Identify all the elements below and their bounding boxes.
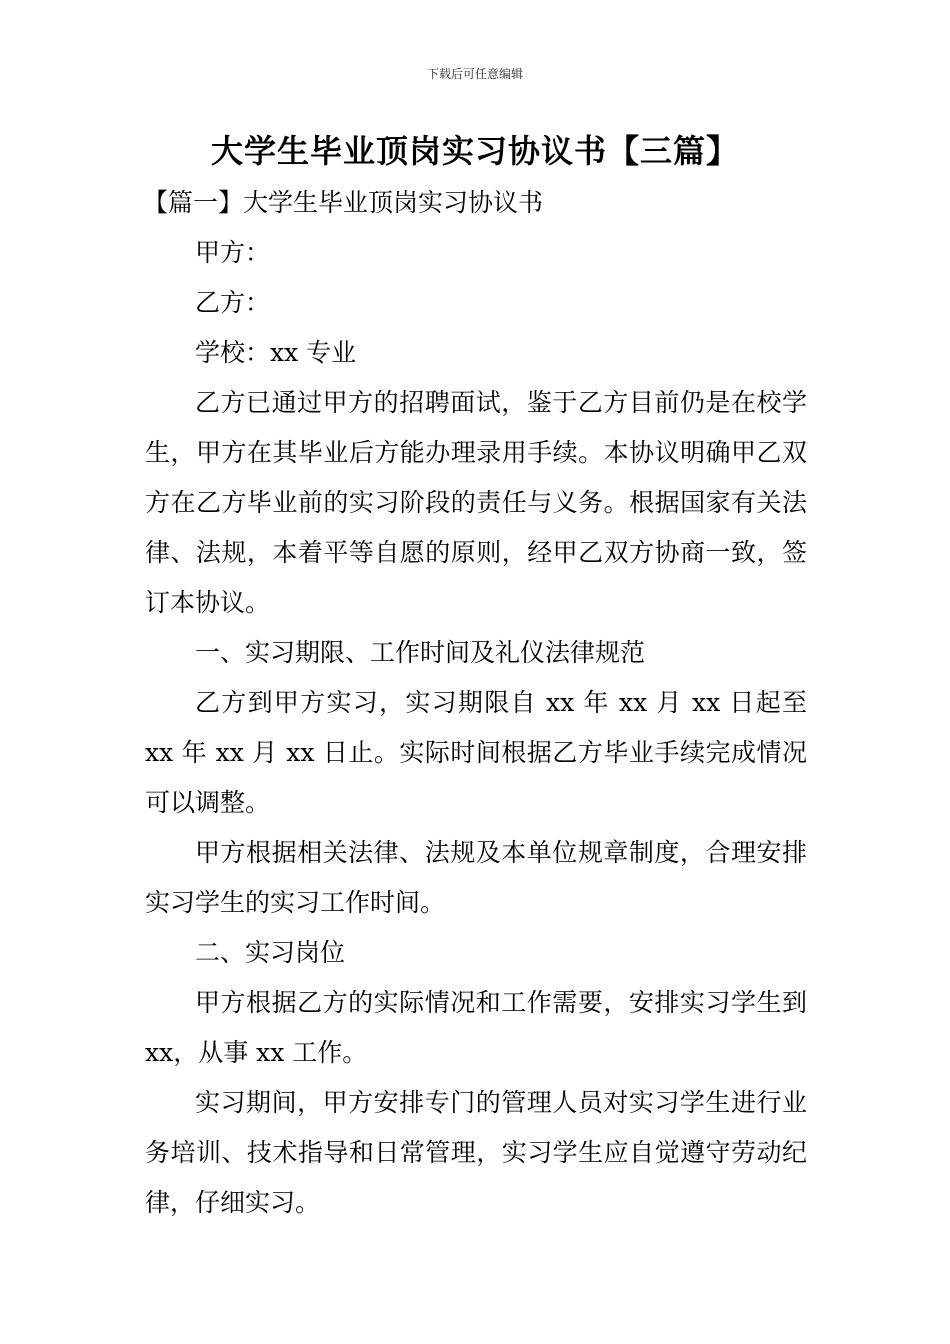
clause-heading-position: 二、实习岗位: [195, 938, 346, 967]
document-body: [145, 178, 807, 1228]
paragraph-intro: 乙方已通过甲方的招聘面试，鉴于乙方目前仍是在校学生，甲方在其毕业后方能办理录用手续。本协议明确甲乙双方在乙方毕业前的实习阶段的责任与义务。根据国家有关法律、法规，本着平等自愿的原则，经甲乙双方协商一致，签订本协议。: [145, 388, 807, 617]
page-header-note: 下载后可任意编辑: [426, 67, 523, 81]
paragraph-term: 乙方到甲方实习，实习期限自 xx 年 xx 月 xx 日起至 xx 年 xx 月 xx 日止。实际时间根据乙方毕业手续完成情况可以调整。: [145, 688, 807, 817]
party-b-line: 乙方：: [195, 288, 271, 317]
party-a-line: 甲方：: [195, 238, 271, 267]
paragraph-working-hours: 甲方根据相关法律、法规及本单位规章制度，合理安排实习学生的实习工作时间。: [145, 838, 807, 917]
clause-heading-term: 一、实习期限、工作时间及礼仪法律规范: [195, 638, 646, 667]
paragraph-management: 实习期间，甲方安排专门的管理人员对实习学生进行业务培训、技术指导和日常管理，实习学生应自觉遵守劳动纪律，仔细实习。: [145, 1088, 807, 1217]
document-title: 大学生毕业顶岗实习协议书【三篇】: [210, 132, 739, 170]
paragraph-position: 甲方根据乙方的实际情况和工作需要，安排实习学生到 xx，从事 xx 工作。: [145, 988, 807, 1067]
section-heading: 【篇一】大学生毕业顶岗实习协议书: [143, 188, 544, 217]
school-line: 学校：xx 专业: [195, 338, 357, 367]
